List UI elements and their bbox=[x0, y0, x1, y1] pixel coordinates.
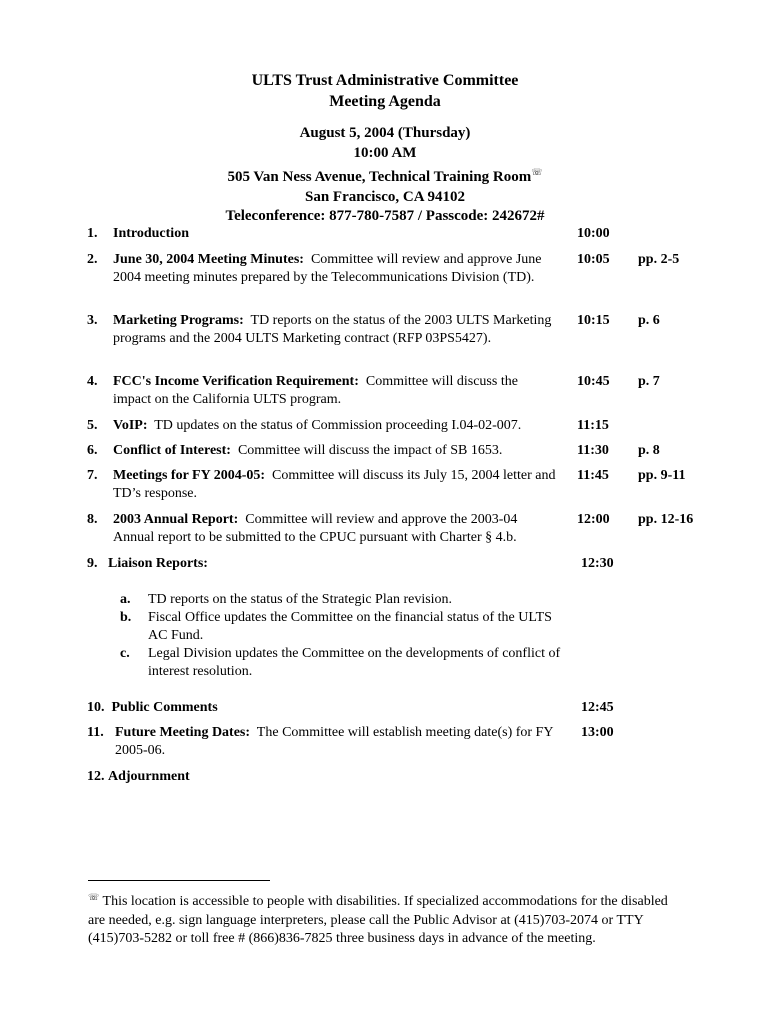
subitem-text: Fiscal Office updates the Committee on the financial status of the ULTS AC Fund. bbox=[148, 610, 552, 643]
accessibility-footnote bbox=[88, 888, 688, 949]
item-page: p. 6 bbox=[638, 313, 660, 328]
item-time: 10:05 bbox=[577, 252, 610, 267]
footnote-divider bbox=[88, 880, 270, 881]
meeting-time: 10:00 AM bbox=[353, 144, 417, 161]
item-title: VoIP: bbox=[113, 418, 148, 433]
location-text: 505 Van Ness Avenue, Technical Training Room bbox=[227, 169, 532, 185]
subitem-text: Legal Division updates the Committee on the developments of conflict of interest resolution. bbox=[148, 646, 561, 679]
item-number: 4. bbox=[87, 374, 98, 389]
meeting-location bbox=[0, 163, 770, 188]
item-time: 11:30 bbox=[577, 443, 609, 458]
item-number: 8. bbox=[87, 512, 98, 527]
item-title: Introduction bbox=[113, 226, 189, 241]
phone-icon: ☏ bbox=[531, 167, 543, 177]
item-title: Meetings for FY 2004-05: bbox=[113, 468, 266, 483]
agenda-item-10 bbox=[87, 699, 727, 717]
subitem-text: TD reports on the status of the Strategic Plan revision. bbox=[148, 592, 453, 607]
item-page: pp. 2-5 bbox=[638, 252, 680, 267]
agenda-item-12 bbox=[87, 768, 190, 786]
item-number: 2. bbox=[87, 252, 98, 267]
item-number: 10. bbox=[87, 700, 105, 715]
phone-icon: ☏ bbox=[88, 892, 100, 902]
item-time: 12:45 bbox=[581, 700, 614, 715]
item-description: Committee will review and approve June 2004 meeting minutes prepared by the Telecommunications Division (TD). bbox=[113, 252, 542, 285]
subitem-letter: c. bbox=[120, 646, 130, 661]
item-title: 9. Liaison Reports: bbox=[87, 556, 208, 571]
item-time: 12:00 bbox=[577, 512, 610, 527]
item-time: 10:45 bbox=[577, 374, 610, 389]
subitem-letter: b. bbox=[120, 610, 132, 625]
item-title: Marketing Programs: bbox=[113, 313, 244, 328]
item-time: 13:00 bbox=[581, 725, 614, 740]
item-page: p. 8 bbox=[638, 443, 660, 458]
item-number: 12. bbox=[87, 769, 105, 784]
footnote-text: This location is accessible to people with disabilities. If specialized accommodations for the disabled are needed, e.g. sign language interpreters, please call the Public Advisor at (415)703-2074 or TTY (415)703-5282 or toll free # (866)836-7825 three business days in advance of the meeting. bbox=[88, 894, 668, 946]
agenda-item-9 bbox=[87, 555, 727, 573]
item-page: pp. 9-11 bbox=[638, 468, 686, 483]
item-number: 1. bbox=[87, 226, 98, 241]
item-number: 11. bbox=[87, 725, 104, 740]
committee-title: ULTS Trust Administrative Committee bbox=[251, 72, 519, 89]
item-title: Public Comments bbox=[111, 700, 218, 715]
meeting-city: San Francisco, CA 94102 bbox=[304, 188, 465, 205]
agenda-header bbox=[0, 70, 770, 227]
item-description: Committee will discuss the impact of SB 1653. bbox=[237, 443, 503, 458]
item-description: Committee will discuss the impact on the California ULTS program. bbox=[113, 374, 518, 407]
item-description: TD updates on the status of Commission proceeding I.04-02-007. bbox=[154, 418, 522, 433]
item-time: 10:00 bbox=[577, 226, 610, 241]
item-page: pp. 12-16 bbox=[638, 512, 694, 527]
item-number: 6. bbox=[87, 443, 98, 458]
item-title: Future Meeting Dates: bbox=[115, 725, 251, 740]
item-title: Conflict of Interest: bbox=[113, 443, 231, 458]
item-description: Committee will review and approve the 2003-04 Annual report to be submitted to the CPUC pursuant with Charter § 4.b. bbox=[113, 512, 518, 545]
item-number: 3. bbox=[87, 313, 98, 328]
item-title: Adjournment bbox=[108, 769, 190, 784]
item-number: 7. bbox=[87, 468, 98, 483]
item-title: FCC's Income Verification Requirement: bbox=[113, 374, 359, 389]
item-title: 2003 Annual Report: bbox=[113, 512, 239, 527]
item-title: June 30, 2004 Meeting Minutes: bbox=[113, 252, 304, 267]
item-page: p. 7 bbox=[638, 374, 660, 389]
agenda-subtitle: Meeting Agenda bbox=[329, 93, 441, 110]
item-time: 12:30 bbox=[581, 556, 614, 571]
item-time: 10:15 bbox=[577, 313, 610, 328]
item-number: 5. bbox=[87, 418, 98, 433]
item-time: 11:45 bbox=[577, 468, 609, 483]
item-description: TD reports on the status of the 2003 ULTS Marketing programs and the 2004 ULTS Marketing contract (RFP 03PS5427). bbox=[113, 313, 552, 346]
subitem-letter: a. bbox=[120, 592, 131, 607]
teleconference-info: Teleconference: 877-780-7587 / Passcode: 242672# bbox=[225, 208, 545, 224]
item-description: Committee will discuss its July 15, 2004 letter and TD’s response. bbox=[113, 468, 556, 501]
item-time: 11:15 bbox=[577, 418, 609, 433]
meeting-date: August 5, 2004 (Thursday) bbox=[299, 125, 471, 141]
item-description: The Committee will establish meeting date(s) for FY 2005-06. bbox=[115, 725, 553, 758]
